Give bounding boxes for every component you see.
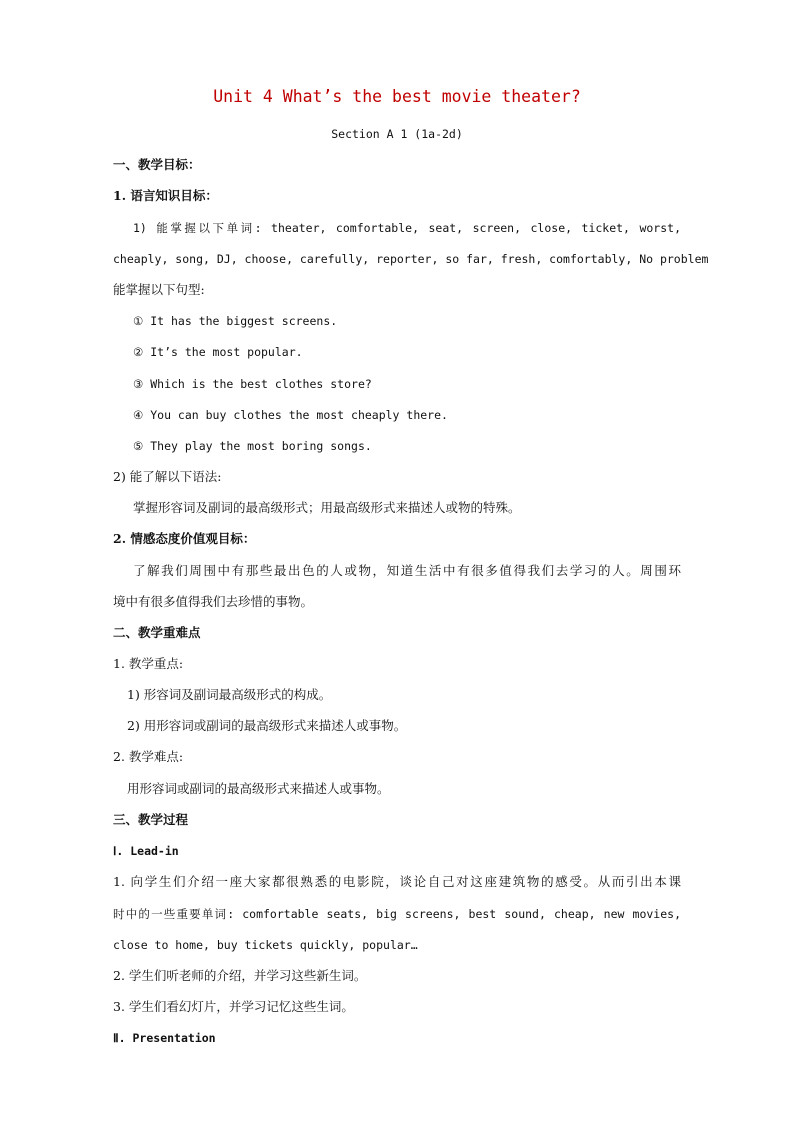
list-item: ⑤ They play the most boring songs. (133, 439, 372, 453)
paragraph-line: 掌握形容词及副词的最高级形式；用最高级形式来描述人或物的特殊。 (133, 500, 521, 515)
paragraph-line: 1) 能掌握以下单词: theater, comfortable, seat, screen, close, ticket, worst, (133, 221, 681, 235)
list-item: ① It has the biggest screens. (133, 314, 338, 328)
paragraph-line: close to home, buy tickets quickly, popular… (113, 938, 418, 952)
document-subtitle: Section A 1 (1a-2d) (331, 127, 463, 141)
paragraph-line: 境中有很多值得我们去珍惜的事物。 (113, 594, 314, 609)
list-item: ④ You can buy clothes the most cheaply there. (133, 408, 448, 422)
paragraph-line: 能掌握以下句型: (113, 282, 205, 297)
paragraph-line: 时中的一些重要单词: comfortable seats, big screens, best sound, cheap, new movies, (113, 907, 681, 921)
subsection-heading: Ⅰ. Lead-in (113, 844, 179, 858)
paragraph-line: 2) 能了解以下语法: (113, 469, 222, 484)
subsection-heading: 1. 语言知识目标： (113, 188, 218, 203)
list-item: 2) 用形容词或副词的最高级形式来描述人或事物。 (127, 718, 407, 733)
section-heading: 二、教学重难点 (113, 625, 201, 640)
paragraph-line: 3. 学生们看幻灯片，并学习记忆这些生词。 (113, 999, 354, 1014)
list-item: ② It’s the most popular. (133, 345, 303, 359)
subsection-heading: 2. 情感态度价值观目标： (113, 531, 256, 546)
section-heading: 一、教学目标： (113, 157, 201, 172)
list-item: ③ Which is the best clothes store? (133, 377, 372, 391)
section-heading: 三、教学过程 (113, 812, 189, 827)
paragraph-line: 1. 向学生们介绍一座大家都很熟悉的电影院，谈论自己对这座建筑物的感受。从而引出本课 (113, 874, 681, 889)
paragraph-line: 2. 学生们听老师的介绍，并学习这些新生词。 (113, 968, 367, 983)
paragraph-line: 2. 教学难点: (113, 749, 184, 764)
document-title: Unit 4 What’s the best movie theater? (213, 87, 581, 106)
paragraph-line: cheaply, song, DJ, choose, carefully, reporter, so far, fresh, comfortably, No problem (113, 252, 709, 266)
list-item: 1) 形容词及副词最高级形式的构成。 (127, 687, 332, 702)
paragraph-line: 用形容词或副词的最高级形式来描述人或事物。 (127, 781, 390, 796)
subsection-heading: Ⅱ. Presentation (113, 1031, 216, 1045)
paragraph-line: 了解我们周围中有那些最出色的人或物，知道生活中有很多值得我们去学习的人。周围环 (133, 563, 681, 578)
paragraph-line: 1. 教学重点: (113, 656, 184, 671)
